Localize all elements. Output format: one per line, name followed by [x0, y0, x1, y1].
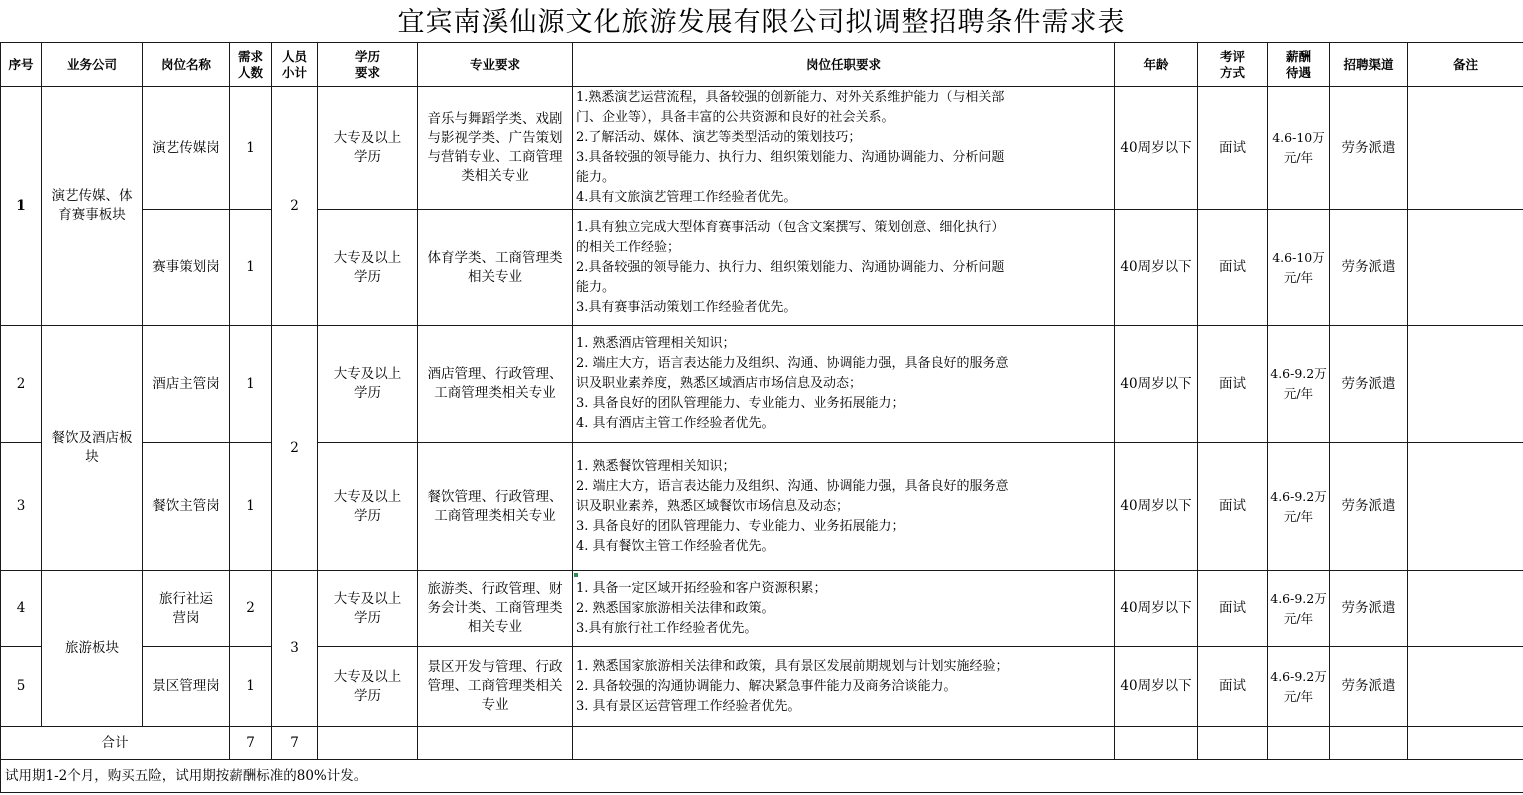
- major-cell: 旅游类、行政管理、财务会计类、工商管理类相关专业: [418, 571, 573, 647]
- salary-text: 4.6-10万元/年: [1272, 130, 1325, 165]
- education-text: 大专及以上学历: [333, 488, 402, 524]
- remarks-cell: [1408, 87, 1523, 210]
- demand-cell: 1: [230, 87, 272, 210]
- education-cell: [318, 326, 418, 443]
- company-cell: [42, 87, 143, 326]
- education-cell: [318, 443, 418, 571]
- remarks-cell: [1408, 326, 1523, 443]
- duty-line: 2.具备较强的领导能力、执行力、组织策划能力、沟通协调能力、分析问题: [576, 259, 1005, 275]
- header-demand-text: 需求人数: [237, 48, 263, 80]
- header-education-text: 学历要求: [354, 48, 380, 80]
- duty-line: 3. 具有景区运营管理工作经验者优先。: [576, 698, 801, 714]
- demand-cell: 1: [230, 647, 272, 727]
- header-age: 年龄: [1115, 43, 1198, 87]
- row-seq: 1: [1, 87, 42, 326]
- header-major: 专业要求: [418, 43, 573, 87]
- major-cell: 音乐与舞蹈学类、戏剧与影视学类、广告策划与营销专业、工商管理类相关专业: [418, 87, 573, 210]
- duty-line: 门、企业等），具备丰富的公共资源和良好的社会关系。: [576, 110, 895, 125]
- row-seq: 5: [1, 647, 42, 727]
- duty-line: 1. 熟悉酒店管理相关知识；: [576, 336, 736, 351]
- header-row: [1, 43, 1523, 87]
- total-row: [1, 727, 1523, 760]
- duty-line: 2. 熟悉国家旅游相关法律和政策。: [576, 600, 775, 616]
- position-cell: 餐饮主管岗: [143, 443, 230, 571]
- company-cell: [42, 326, 143, 571]
- assessment-cell: 面试: [1198, 210, 1268, 326]
- total-subtotal: 7: [272, 727, 318, 760]
- header-education: [318, 43, 418, 87]
- salary-text: 4.6-9.2万元/年: [1270, 488, 1327, 524]
- assessment-cell: 面试: [1198, 571, 1268, 647]
- duty-line: 1. 具备一定区域开拓经验和客户资源积累；: [576, 580, 827, 596]
- header-salary-text: 薪酬待遇: [1285, 48, 1311, 80]
- salary-text: 4.6-9.2万元/年: [1270, 668, 1327, 704]
- header-assessment: [1198, 43, 1268, 87]
- salary-cell: [1268, 87, 1330, 210]
- age-cell: 40周岁以下: [1115, 326, 1198, 443]
- major-cell: 酒店管理、行政管理、工商管理类相关专业: [418, 326, 573, 443]
- salary-cell: [1268, 326, 1330, 443]
- demand-cell: 1: [230, 443, 272, 571]
- table-row: [1, 571, 1523, 647]
- header-subtotal-text: 人员小计: [281, 48, 307, 80]
- subtotal-cell: 2: [272, 326, 318, 571]
- salary-cell: [1268, 443, 1330, 571]
- position-cell: 演艺传媒岗: [143, 87, 230, 210]
- header-duties: 岗位任职要求: [573, 43, 1115, 87]
- duty-line: 3.具有赛事活动策划工作经验者优先。: [576, 299, 797, 315]
- major-cell: 体育学类、工商管理类相关专业: [418, 210, 573, 326]
- remarks-cell: [1408, 571, 1523, 647]
- age-cell: 40周岁以下: [1115, 87, 1198, 210]
- duty-line: 4.具有文旅演艺管理工作经验者优先。: [576, 190, 797, 205]
- table-row: [1, 326, 1523, 443]
- header-assessment-text: 考评方式: [1219, 48, 1245, 80]
- position-text: 旅行社运营岗: [159, 590, 213, 626]
- footnote-row: [1, 760, 1523, 793]
- age-cell: 40周岁以下: [1115, 647, 1198, 727]
- education-cell: [318, 647, 418, 727]
- duty-line: 3.具有旅行社工作经验者优先。: [576, 620, 758, 636]
- duty-line: 识及职业素养度，熟悉区域酒店市场信息及动态；: [576, 376, 863, 391]
- position-cell: 酒店主管岗: [143, 326, 230, 443]
- recruitment-table: [0, 42, 1523, 793]
- company-name: 演艺传媒、体育赛事板块: [51, 188, 133, 223]
- salary-cell: [1268, 647, 1330, 727]
- subtotal-cell: 3: [272, 571, 318, 727]
- duty-line: 3.具备较强的领导能力、执行力、组织策划能力、沟通协调能力、分析问题: [576, 150, 1005, 165]
- duty-line: 1.具有独立完成大型体育赛事活动（包含文案撰写、策划创意、细化执行）: [576, 219, 1005, 235]
- channel-cell: 劳务派遣: [1330, 210, 1408, 326]
- header-company: 业务公司: [42, 43, 143, 87]
- duty-line: 1. 熟悉国家旅游相关法律和政策，具有景区发展前期规划与计划实施经验；: [576, 658, 1009, 674]
- table-row: [1, 647, 1523, 727]
- salary-text: 4.6-9.2万元/年: [1270, 590, 1327, 626]
- header-salary: [1268, 43, 1330, 87]
- duty-line: 1.熟悉演艺运营流程，具备较强的创新能力、对外关系维护能力（与相关部: [576, 90, 1005, 105]
- cell-comment-marker: [574, 573, 578, 577]
- assessment-cell: 面试: [1198, 87, 1268, 210]
- remarks-cell: [1408, 647, 1523, 727]
- demand-cell: 1: [230, 210, 272, 326]
- age-cell: 40周岁以下: [1115, 443, 1198, 571]
- duty-line: 4. 具有餐饮主管工作经验者优先。: [576, 538, 775, 554]
- duties-cell: [573, 571, 1115, 647]
- education-cell: [318, 571, 418, 647]
- major-cell: 景区开发与管理、行政管理、工商管理类相关专业: [418, 647, 573, 727]
- position-cell: 景区管理岗: [143, 647, 230, 727]
- header-subtotal: [272, 43, 318, 87]
- duties-cell: [573, 326, 1115, 443]
- duties-cell: [573, 647, 1115, 727]
- table-row: [1, 87, 1523, 210]
- education-text: 大专及以上学历: [333, 366, 402, 401]
- assessment-cell: 面试: [1198, 647, 1268, 727]
- total-demand: 7: [230, 727, 272, 760]
- education-cell: [318, 210, 418, 326]
- age-cell: 40周岁以下: [1115, 571, 1198, 647]
- channel-cell: 劳务派遣: [1330, 443, 1408, 571]
- duty-line: 3. 具备良好的团队管理能力、专业能力、业务拓展能力；: [576, 518, 905, 534]
- duty-line: 3. 具备良好的团队管理能力、专业能力、业务拓展能力；: [576, 396, 905, 411]
- row-seq: 4: [1, 571, 42, 647]
- channel-cell: 劳务派遣: [1330, 571, 1408, 647]
- total-label: 合计: [1, 727, 230, 760]
- duties-cell: [573, 210, 1115, 326]
- row-seq: 3: [1, 443, 42, 571]
- major-cell: 餐饮管理、行政管理、工商管理类相关专业: [418, 443, 573, 571]
- header-demand: [230, 43, 272, 87]
- duty-line: 2.了解活动、媒体、演艺等类型活动的策划技巧；: [576, 130, 862, 145]
- remarks-cell: [1408, 210, 1523, 326]
- duty-line: 2. 端庄大方，语言表达能力及组织、沟通、协调能力强，具备良好的服务意: [576, 356, 1009, 371]
- footnote: 试用期1-2个月，购买五险，试用期按薪酬标准的80%计发。: [1, 760, 1523, 793]
- education-text: 大专及以上学历: [333, 130, 402, 165]
- salary-cell: [1268, 210, 1330, 326]
- duties-cell: [573, 87, 1115, 210]
- duty-line: 识及职业素养，熟悉区域餐饮市场信息及动态；: [576, 498, 850, 514]
- table-row: [1, 443, 1523, 571]
- assessment-cell: 面试: [1198, 326, 1268, 443]
- duty-line: 2. 端庄大方，语言表达能力及组织、沟通、协调能力强，具备良好的服务意: [576, 478, 1009, 494]
- page-title: 宜宾南溪仙源文化旅游发展有限公司拟调整招聘条件需求表: [397, 7, 1126, 38]
- header-channel: 招聘渠道: [1330, 43, 1408, 87]
- salary-text: 4.6-9.2万元/年: [1270, 366, 1327, 401]
- table-row: [1, 210, 1523, 326]
- duty-line: 4. 具有酒店主管工作经验者优先。: [576, 416, 775, 431]
- duty-line: 能力。: [576, 170, 616, 185]
- demand-cell: 2: [230, 571, 272, 647]
- position-cell: 赛事策划岗: [143, 210, 230, 326]
- duty-line: 的相关工作经验；: [576, 239, 681, 255]
- education-text: 大专及以上学历: [333, 668, 402, 704]
- company-cell: 旅游板块: [42, 571, 143, 727]
- duty-line: 能力。: [576, 279, 616, 295]
- salary-text: 4.6-10万元/年: [1272, 249, 1325, 285]
- age-cell: 40周岁以下: [1115, 210, 1198, 326]
- salary-cell: [1268, 571, 1330, 647]
- channel-cell: 劳务派遣: [1330, 87, 1408, 210]
- duties-cell: [573, 443, 1115, 571]
- header-remarks: 备注: [1408, 43, 1523, 87]
- subtotal-cell: 2: [272, 87, 318, 326]
- education-text: 大专及以上学历: [333, 249, 402, 285]
- row-seq: 2: [1, 326, 42, 443]
- position-cell: [143, 571, 230, 647]
- channel-cell: 劳务派遣: [1330, 326, 1408, 443]
- education-cell: [318, 87, 418, 210]
- education-text: 大专及以上学历: [333, 590, 402, 626]
- demand-cell: 1: [230, 326, 272, 443]
- duty-line: 2. 具备较强的沟通协调能力、解决紧急事件能力及商务洽谈能力。: [576, 678, 957, 694]
- duty-line: 1. 熟悉餐饮管理相关知识；: [576, 458, 736, 474]
- header-seq: 序号: [1, 43, 42, 87]
- remarks-cell: [1408, 443, 1523, 571]
- channel-cell: 劳务派遣: [1330, 647, 1408, 727]
- header-position: 岗位名称: [143, 43, 230, 87]
- assessment-cell: 面试: [1198, 443, 1268, 571]
- company-name: 餐饮及酒店板块: [51, 430, 133, 465]
